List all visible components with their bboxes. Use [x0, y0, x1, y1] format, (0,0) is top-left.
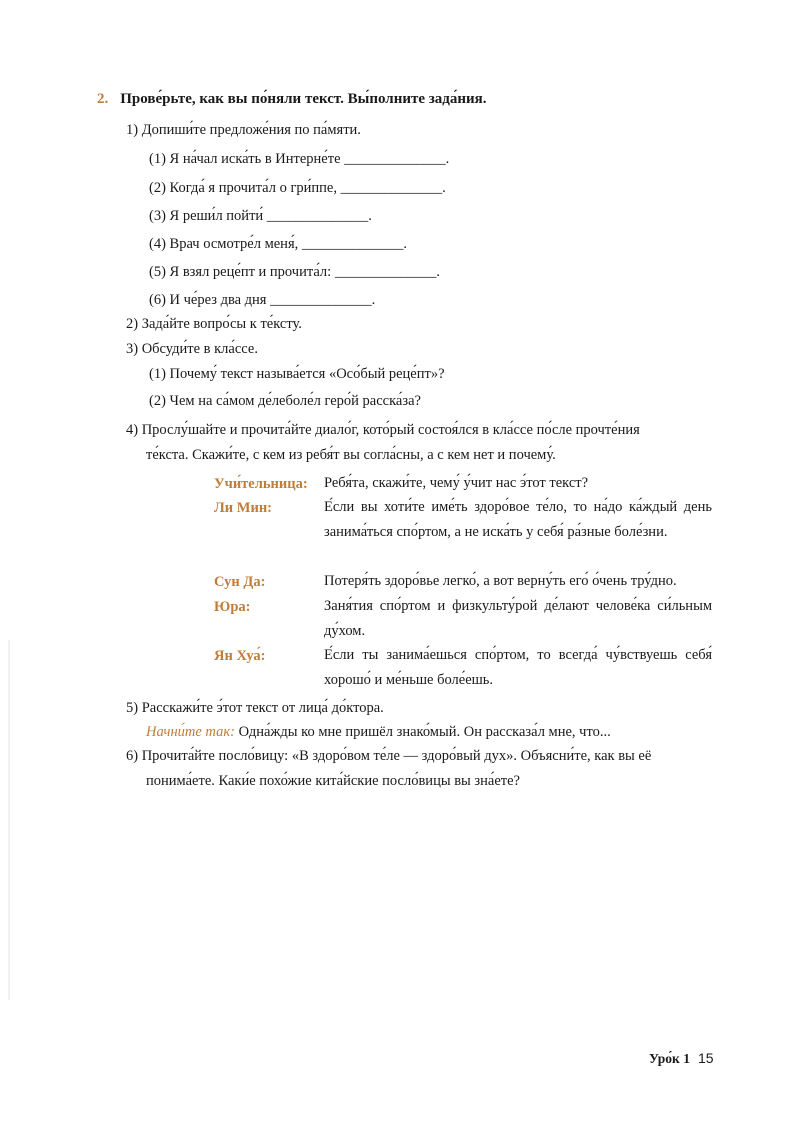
sentence-3: (3) Я реши́л пойти́ ______________.	[149, 208, 372, 224]
question-1: (1) Почему́ текст называ́ется «Осо́бый реце́пт»?	[149, 366, 445, 382]
lesson-label: Уро́к 1	[649, 1051, 690, 1066]
line-yura: Заня́тия спо́ртом и физкульту́рой де́лают челове́ка си́льным ду́хом.	[324, 598, 712, 639]
question-2: (2) Чем на са́мом де́леболе́л геро́й расска́за?	[149, 393, 421, 409]
speaker-yan-hua: Ян Хуа́:	[214, 648, 266, 664]
page-edge-shadow	[8, 640, 10, 1000]
task-6-text-cont: понима́ете. Каки́е похо́жие кита́йские посло́вицы вы зна́ете?	[146, 773, 520, 789]
exercise-title: Прове́рьте, как вы по́няли текст. Вы́полните зада́ния.	[120, 91, 487, 107]
speaker-li-min: Ли Мин:	[214, 500, 273, 516]
page-number: 15	[697, 1050, 714, 1066]
task-1: 1) Допиши́те предложе́ния по па́мяти.	[126, 122, 361, 138]
line-li-min: Е́сли вы хоти́те име́ть здоро́вое те́ло, то на́до ка́ждый день занима́ться спо́ртом, а не иска́ть у себя́ ра́зные боле́зни.	[324, 499, 712, 540]
sentence-2: (2) Когда́ я прочита́л о гри́ппе, ______________.	[149, 180, 446, 196]
speaker-yura: Юра:	[214, 599, 251, 615]
sentence-1: (1) Я на́чал иска́ть в Интерне́те ______________.	[149, 151, 450, 167]
task-4	[126, 418, 712, 468]
task-5: 5) Расскажи́те э́тот текст от лица́ до́ктора.	[126, 700, 384, 716]
task-4-text-cont: те́кста. Скажи́те, с кем из ребя́т вы согла́сны, а с кем нет и почему́.	[146, 447, 556, 463]
task-6	[126, 744, 712, 794]
speaker-teacher: Учи́тельница:	[214, 476, 308, 492]
hint-label: Начни́те так:	[146, 724, 235, 740]
line-sun-da: Потеря́ть здоро́вье легко́, а вот верну́ть его́ о́чень тру́дно.	[324, 573, 677, 589]
sentence-6: (6) И че́рез два дня ______________.	[149, 292, 376, 308]
task-6-text: 6) Прочита́йте посло́вицу: «В здоро́вом те́ле — здоро́вый дух». Объясни́те, как вы её	[126, 748, 652, 764]
speaker-sun-da: Сун Да:	[214, 574, 266, 590]
task-5-hint	[146, 724, 611, 741]
exercise-heading	[97, 90, 487, 108]
sentence-4: (4) Врач осмотре́л меня́, ______________.	[149, 236, 407, 252]
sentence-5: (5) Я взял реце́пт и прочита́л: ______________.	[149, 264, 440, 280]
page-footer	[649, 1050, 714, 1067]
task-4-text: 4) Прослу́шайте и прочита́йте диало́г, кото́рый состоя́лся в кла́ссе по́сле прочте́ния	[126, 422, 640, 438]
task-3: 3) Обсуди́те в кла́ссе.	[126, 341, 258, 357]
line-teacher: Ребя́та, скажи́те, чему́ у́чит нас э́тот текст?	[324, 475, 589, 491]
task-2: 2) Зада́йте вопро́сы к те́ксту.	[126, 316, 302, 332]
line-yan-hua: Е́сли ты занима́ешься спо́ртом, то всегда́ чу́вствуешь себя́ хорошо́ и ме́ньше боле́ешь.	[324, 647, 712, 688]
exercise-number: 2.	[97, 91, 109, 107]
hint-text: Одна́жды ко мне пришёл знако́мый. Он рассказа́л мне, что...	[238, 724, 611, 740]
